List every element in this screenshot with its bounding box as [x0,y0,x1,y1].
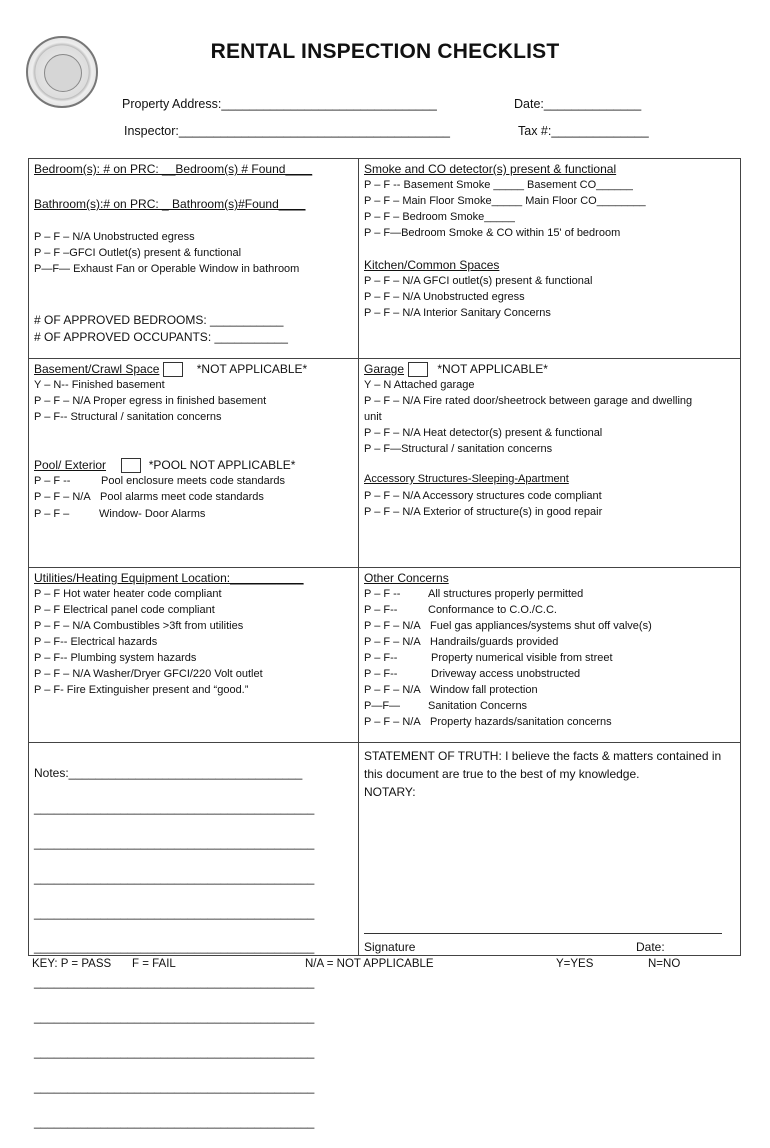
basement-na-checkbox[interactable] [163,362,183,377]
basement-heading: Basement/Crawl Space [34,362,160,376]
grid-divider-1 [28,358,741,359]
notes-line[interactable]: __________________________________________ [34,801,315,816]
other-item-5-code[interactable]: P – F-- [364,668,398,680]
utilities-item-6[interactable]: P – F- Fire Extinguisher present and “good.” [34,684,249,696]
other-item-1-text: Conformance to C.O./C.C. [428,604,557,616]
pool-na-checkbox[interactable] [121,458,141,473]
approved-bedrooms-field[interactable]: # OF APPROVED BEDROOMS: ___________ [34,313,284,327]
basement-heading-row [34,362,307,377]
notes-line[interactable]: __________________________________________ [34,1010,315,1025]
garage-na-checkbox[interactable] [408,362,428,377]
other-item-4-text: Property numerical visible from street [431,652,613,664]
kitchen-item-1[interactable]: P – F – N/A Unobstructed egress [364,291,525,303]
key-fail: F = FAIL [132,958,176,970]
bathroom-line: Bathroom(s):# on PRC: _ Bathroom(s)#Found____ [34,197,306,211]
other-heading: Other Concerns [364,571,449,585]
key-pass: KEY: P = PASS [32,958,112,970]
other-item-2-text: Fuel gas appliances/systems shut off valve(s) [430,620,652,632]
other-item-7-text: Sanitation Concerns [428,700,528,712]
pool-item-1-code[interactable]: P – F – N/A [34,491,91,503]
statement-text: STATEMENT OF TRUTH: I believe the facts & matters contained in this document are true to the best of my knowledge. [364,749,722,781]
notes-line[interactable]: __________________________________________ [34,940,315,955]
grid-divider-3 [28,742,741,743]
pool-item-1-text: Pool alarms meet code standards [100,491,264,503]
other-item-3-text: Handrails/guards provided [430,636,559,648]
garage-heading: Garage [364,362,405,376]
signature-label: Signature [364,940,416,954]
other-item-6-code[interactable]: P – F – N/A [364,684,421,696]
smoke-item-1[interactable]: P – F – Main Floor Smoke_____ Main Floor CO________ [364,195,646,207]
other-item-6-text: Window fall protection [430,684,538,696]
bedroom-item-2[interactable]: P—F— Exhaust Fan or Operable Window in bathroom [34,263,300,275]
utilities-item-0[interactable]: P – F Hot water heater code compliant [34,588,222,600]
utilities-heading: Utilities/Heating Equipment Location:___________ [34,571,304,585]
signature-date-label: Date: [636,940,665,954]
pool-item-2-text: Window- Door Alarms [99,508,206,520]
other-item-0-code[interactable]: P – F -- [364,588,401,600]
date-field[interactable]: Date:______________ [514,97,642,111]
notes-line[interactable]: __________________________________________ [34,1044,315,1059]
other-item-8-text: Property hazards/sanitation concerns [430,716,612,728]
tax-field[interactable]: Tax #:______________ [518,124,649,138]
other-item-2-code[interactable]: P – F – N/A [364,620,421,632]
other-item-1-code[interactable]: P – F-- [364,604,398,616]
pool-item-2-code[interactable]: P – F – [34,508,70,520]
notes-line[interactable]: __________________________________________ [34,905,315,920]
basement-item-2[interactable]: P – F-- Structural / sanitation concerns [34,411,222,423]
smoke-item-2[interactable]: P – F – Bedroom Smoke_____ [364,211,515,223]
approved-occupants-field[interactable]: # OF APPROVED OCCUPANTS: ___________ [34,330,288,344]
other-item-8-code[interactable]: P – F – N/A [364,716,421,728]
page-title: RENTAL INSPECTION CHECKLIST [210,40,560,63]
other-item-3-code[interactable]: P – F – N/A [364,636,421,648]
notes-area[interactable] [34,748,314,1148]
smoke-item-3[interactable]: P – F—Bedroom Smoke & CO within 15' of bedroom [364,227,621,239]
pool-item-0-code[interactable]: P – F -- [34,475,71,487]
notes-line[interactable]: __________________________________________ [34,1114,315,1129]
key-na: N/A = NOT APPLICABLE [305,958,434,970]
property-address-field[interactable]: Property Address:_______________________________ [122,97,437,111]
key-yes: Y=YES [556,958,594,970]
other-item-4-code[interactable]: P – F-- [364,652,398,664]
accessory-item-1[interactable]: P – F – N/A Exterior of structure(s) in good repair [364,506,603,518]
other-item-5-text: Driveway access unobstructed [431,668,581,680]
garage-na-label: *NOT APPLICABLE* [437,362,548,376]
pool-item-0-text: Pool enclosure meets code standards [101,475,286,487]
inspector-field[interactable]: Inspector:_______________________________________ [124,124,451,138]
pool-heading: Pool/ Exterior [34,458,107,472]
signature-line[interactable] [364,933,722,934]
notary-label: NOTARY: [364,785,416,799]
grid-divider-vertical [358,158,359,956]
other-item-0-text: All structures properly permitted [428,588,584,600]
garage-item-2[interactable]: P – F – N/A Heat detector(s) present & functional [364,427,603,439]
basement-item-0[interactable]: Y – N-- Finished basement [34,379,165,391]
pool-heading-row [34,458,295,473]
utilities-item-3[interactable]: P – F-- Electrical hazards [34,636,158,648]
notes-line[interactable]: __________________________________________ [34,975,315,990]
notes-line[interactable]: __________________________________________ [34,1079,315,1094]
bedroom-item-1[interactable]: P – F –GFCI Outlet(s) present & functional [34,247,242,259]
bedroom-item-0[interactable]: P – F – N/A Unobstructed egress [34,231,195,243]
accessory-heading: Accessory Structures-Sleeping-Apartment [364,473,569,485]
key-no: N=NO [648,958,681,970]
statement-block [364,747,734,801]
smoke-item-0[interactable]: P – F -- Basement Smoke _____ Basement CO______ [364,179,633,191]
basement-item-1[interactable]: P – F – N/A Proper egress in finished basement [34,395,267,407]
garage-item-1[interactable]: P – F – N/A Fire rated door/sheetrock between garage and dwelling [364,395,693,407]
bedroom-line: Bedroom(s): # on PRC: __Bedroom(s) # Found____ [34,162,313,176]
utilities-item-1[interactable]: P – F Electrical panel code compliant [34,604,215,616]
kitchen-heading: Kitchen/Common Spaces [364,258,500,272]
kitchen-item-0[interactable]: P – F – N/A GFCI outlet(s) present & functional [364,275,593,287]
utilities-item-5[interactable]: P – F – N/A Washer/Dryer GFCI/220 Volt outlet [34,668,263,680]
utilities-item-4[interactable]: P – F-- Plumbing system hazards [34,652,197,664]
garage-item-3[interactable]: P – F—Structural / sanitation concerns [364,443,553,455]
notes-line[interactable]: __________________________________________ [34,836,315,851]
garage-item-1-cont: unit [364,411,382,423]
utilities-item-2[interactable]: P – F – N/A Combustibles >3ft from utilities [34,620,244,632]
other-item-7-code[interactable]: P—F— [364,700,401,712]
pool-na-label: *POOL NOT APPLICABLE* [148,458,296,472]
accessory-item-0[interactable]: P – F – N/A Accessory structures code compliant [364,490,602,502]
smoke-heading: Smoke and CO detector(s) present & functional [364,162,617,176]
garage-item-0[interactable]: Y – N Attached garage [364,379,475,391]
basement-na-label: *NOT APPLICABLE* [196,362,308,376]
notes-label: Notes:___________________________________ [34,766,303,781]
notes-line[interactable]: __________________________________________ [34,870,315,885]
grid-divider-2 [28,567,741,568]
kitchen-item-2[interactable]: P – F – N/A Interior Sanitary Concerns [364,307,551,319]
garage-heading-row [364,362,548,377]
